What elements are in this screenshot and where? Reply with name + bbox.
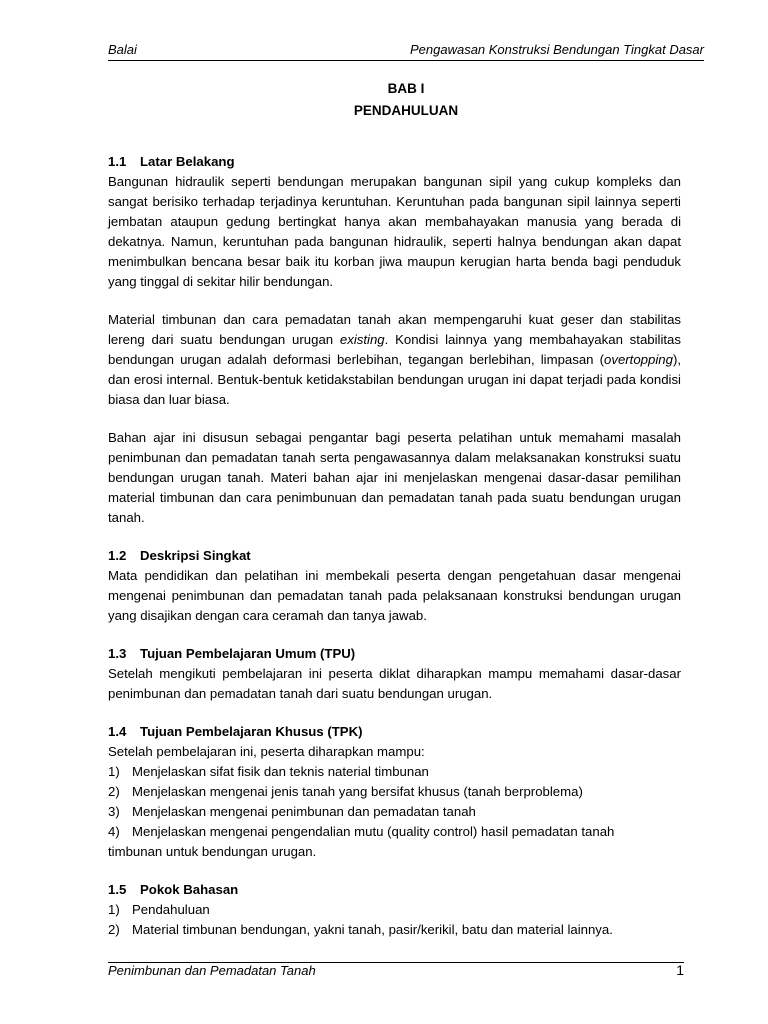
paragraph: Setelah mengikuti pembelajaran ini peserta diklat diharapkan mampu memahami dasar-dasar penimbunan dan pemadatan tanah dari suatu bendungan urugan. xyxy=(108,666,681,701)
header-left: Balai xyxy=(108,42,137,57)
list-intro: Setelah pembelajaran ini, peserta diharapkan mampu: xyxy=(108,744,425,759)
section-number: 1.1 xyxy=(108,154,127,169)
footer-title: Penimbunan dan Pemadatan Tanah xyxy=(108,963,316,978)
paragraph: Mata pendidikan dan pelatihan ini membekali peserta dengan pengetahuan dasar mengenai mengenai penimbunan dan pemadatan tanah pada pelaksanaan konstruksi bendungan urugan yang disajikan dengan cara ceramah dan tanya jawab. xyxy=(108,568,681,623)
section-title: Latar Belakang xyxy=(140,154,235,169)
section-number: 1.3 xyxy=(108,646,127,661)
chapter-heading xyxy=(108,78,704,122)
italic-term: overtopping xyxy=(604,352,673,367)
section-heading-1-5 xyxy=(108,880,681,900)
list-item: 4) Menjelaskan mengenai pengendalian mutu (quality control) hasil pemadatan tanah xyxy=(108,824,615,839)
section-title: Deskripsi Singkat xyxy=(140,548,251,563)
paragraph: Bahan ajar ini disusun sebagai pengantar bagi peserta pelatihan untuk memahami masalah penimbunan dan pemadatan tanah serta pengawasannya dalam melaksanakan konstruksi suatu bendungan urugan tanah. Materi bahan ajar ini menjelaskan mengenai dasar-dasar pemilihan material timbunan dan cara penimbunuan dan pemadatan tanah pada suatu bendungan urugan tanah. xyxy=(108,430,681,525)
paragraph: Material timbunan dan cara pemadatan tanah akan mempengaruhi kuat geser dan stabilitas lereng dari suatu bendungan urugan existing. Kondisi lainnya yang membahayakan stabilitas bendungan urugan adalah deformasi berlebihan, tegangan berlebihan, limpasan (overtopping), dan erosi internal. Bentuk-bentuk ketidakstabilan bendungan urugan ini dapat terjadi pada kondisi biasa dan luar biasa. xyxy=(108,312,681,407)
paragraph: Bangunan hidraulik seperti bendungan merupakan bangunan sipil yang cukup kompleks dan sangat berisiko terhadap terjadinya keruntuhan. Keruntuhan pada bangunan sipil lainnya seperti jembatan ataupun gedung bertingkat hanya akan membahayakan manusia yang berada di dekatnya. Namun, keruntuhan pada bangunan hidraulik, seperti halnya bendungan akan dapat menimbulkan bencana besar baik itu korban jiwa maupun kerugian harta benda bagi penduduk yang tinggal di sekitar hilir bendungan. xyxy=(108,174,681,289)
list-item: 3) Menjelaskan mengenai penimbunan dan pemadatan tanah xyxy=(108,804,476,819)
section-title: Tujuan Pembelajaran Umum (TPU) xyxy=(140,646,356,661)
section-number: 1.5 xyxy=(108,882,127,897)
header-divider xyxy=(108,60,704,61)
list-item: 1) Menjelaskan sifat fisik dan teknis naterial timbunan xyxy=(108,764,429,779)
chapter-label: BAB I xyxy=(387,81,425,96)
page-footer xyxy=(108,962,684,978)
section-heading-1-4 xyxy=(108,722,681,742)
chapter-title: PENDAHULUAN xyxy=(353,103,459,118)
header-right: Pengawasan Konstruksi Bendungan Tingkat Dasar xyxy=(409,42,704,57)
list-item: 1) Pendahuluan xyxy=(108,902,210,917)
document-body xyxy=(108,152,681,940)
section-title: Pokok Bahasan xyxy=(140,882,239,897)
section-title: Tujuan Pembelajaran Khusus (TPK) xyxy=(140,724,363,739)
section-number: 1.2 xyxy=(108,548,127,563)
section-heading-1-1 xyxy=(108,152,681,172)
italic-term: existing xyxy=(339,332,385,347)
list-item-continuation: timbunan untuk bendungan urugan. xyxy=(108,844,317,859)
page-number: 1 xyxy=(676,962,684,978)
section-heading-1-3 xyxy=(108,644,681,664)
list-item: 2) Menjelaskan mengenai jenis tanah yang bersifat khusus (tanah berproblema) xyxy=(108,784,583,799)
list-item: 2) Material timbunan bendungan, yakni tanah, pasir/kerikil, batu dan material lainnya. xyxy=(108,922,613,937)
section-number: 1.4 xyxy=(108,724,127,739)
section-heading-1-2 xyxy=(108,546,681,566)
page-header xyxy=(108,42,704,57)
